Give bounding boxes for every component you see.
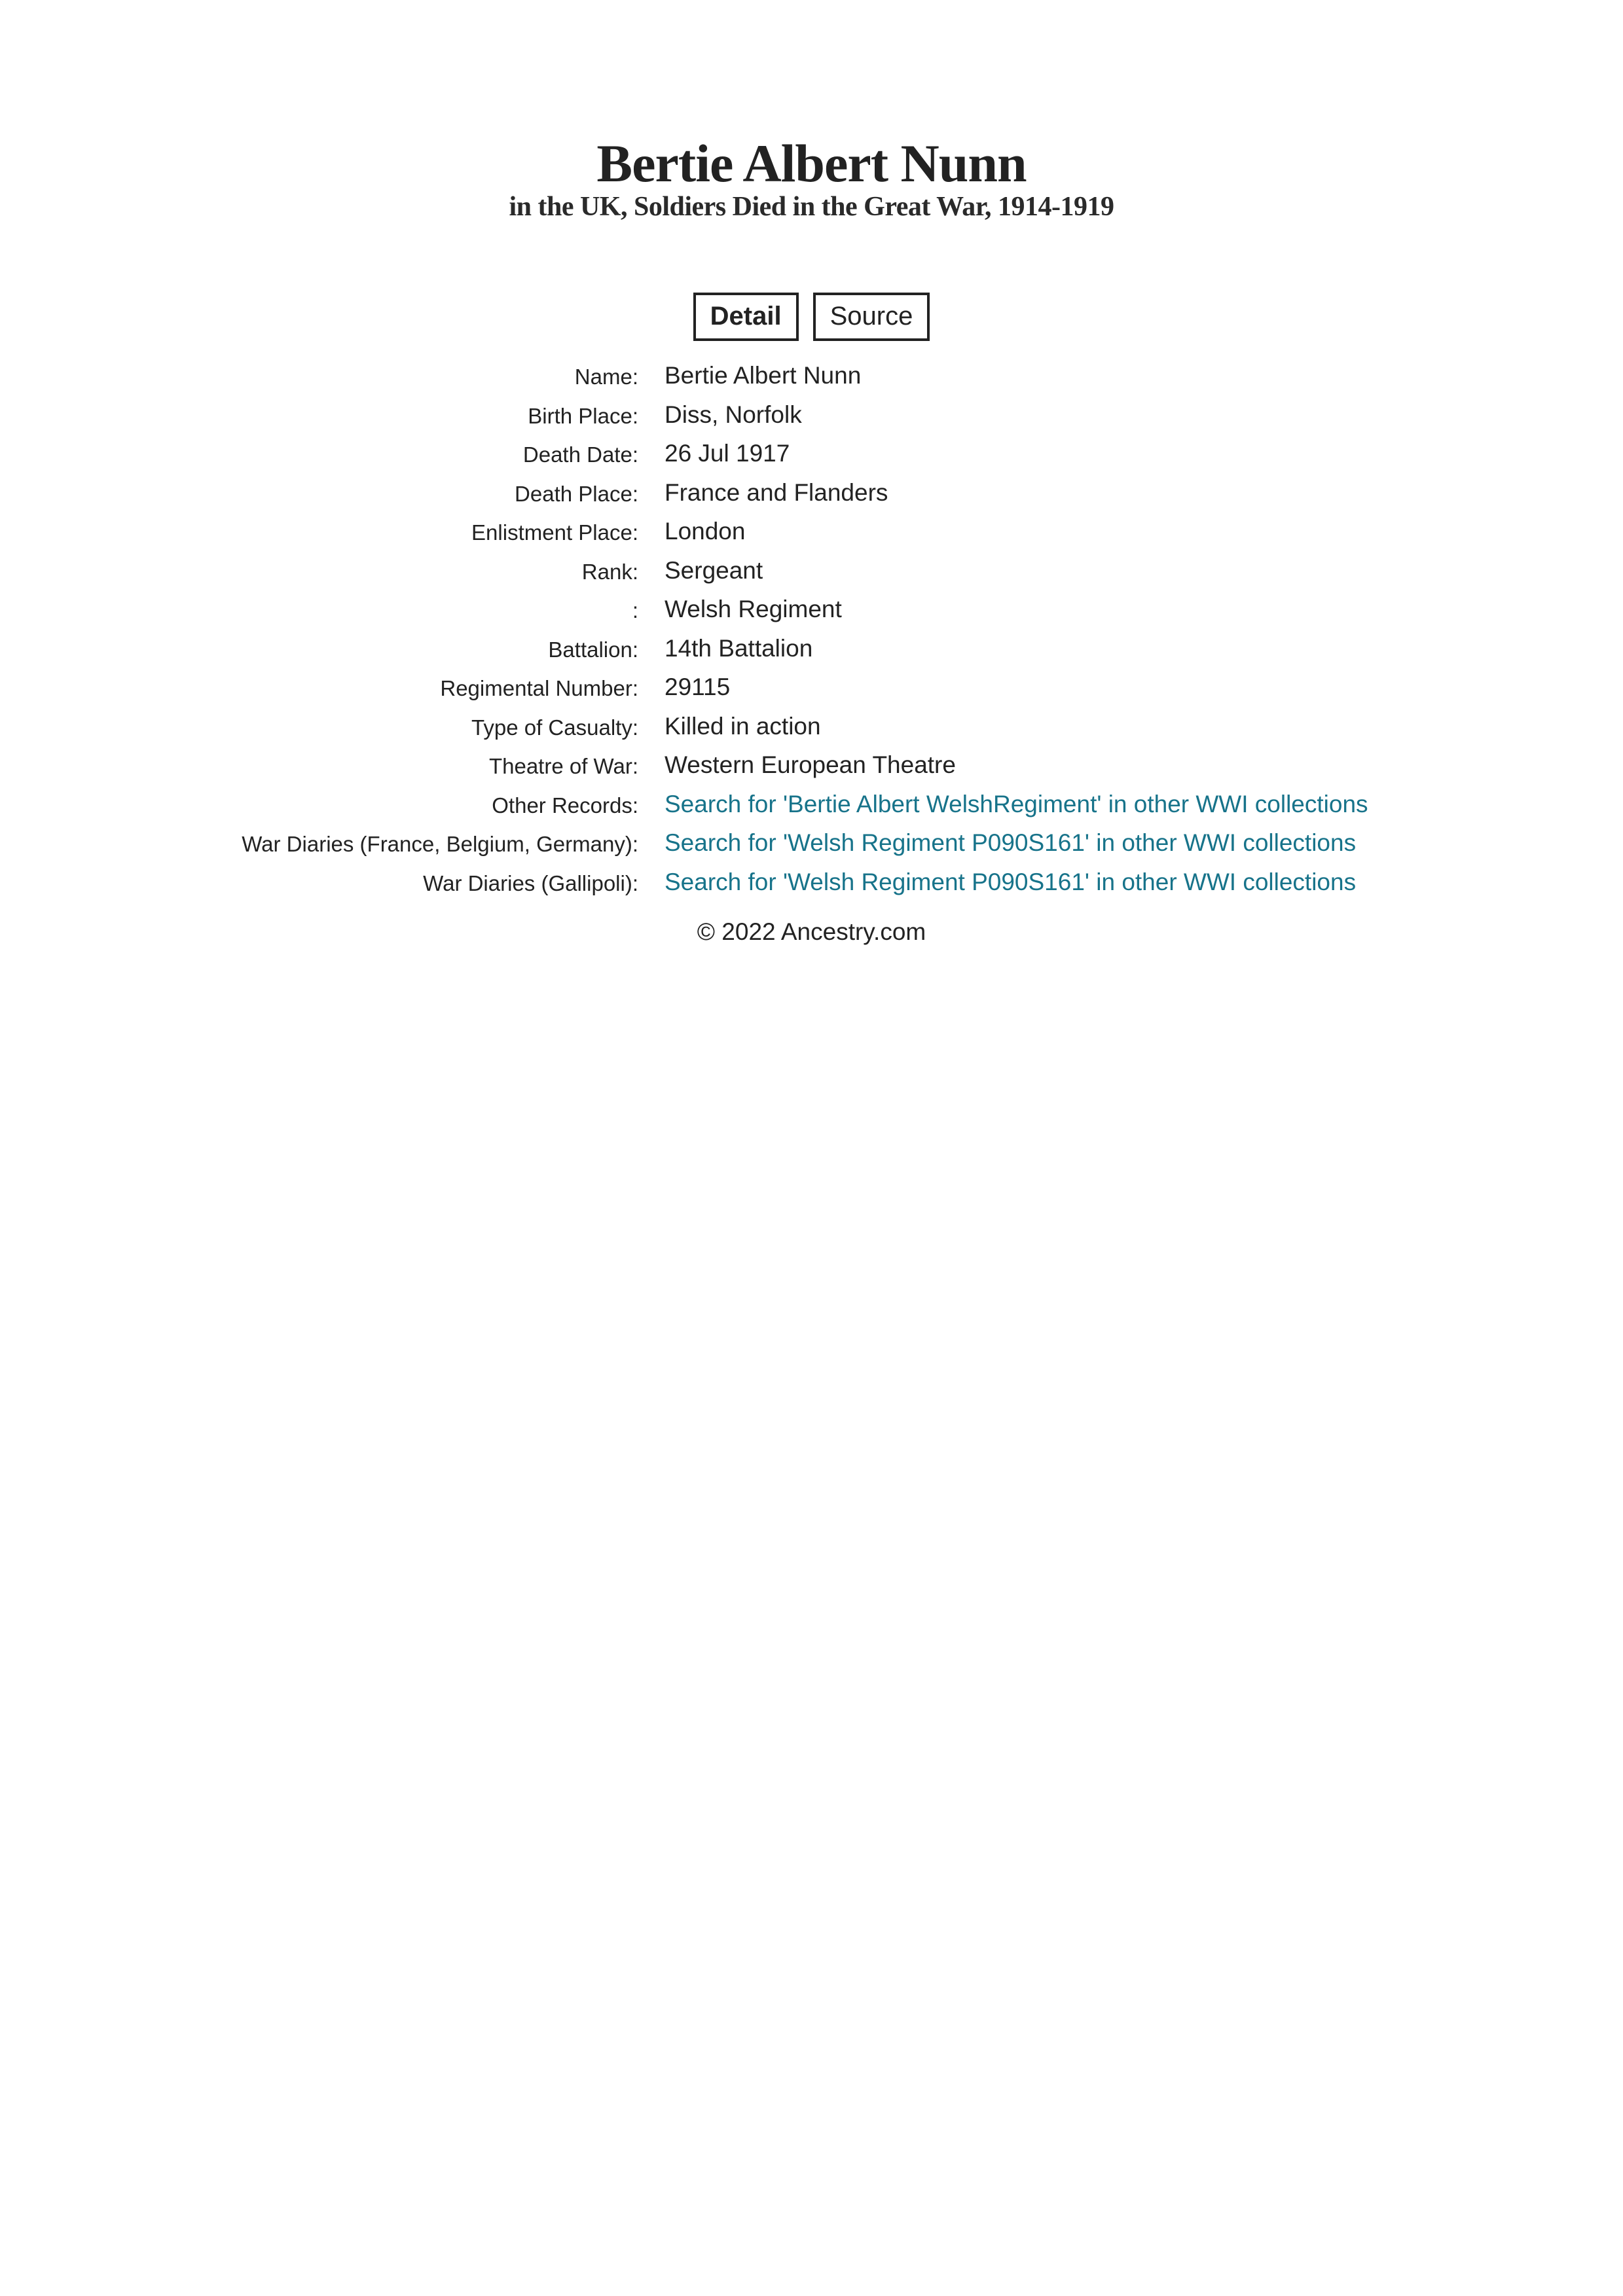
field-value-name: Bertie Albert Nunn: [665, 362, 862, 389]
field-value-enlistment-place: London: [665, 518, 746, 545]
other-records-search-link[interactable]: Search for 'Bertie Albert WelshRegiment' in other WWI collections: [665, 790, 1368, 817]
field-value-battalion: 14th Battalion: [665, 634, 813, 662]
row-death-place: [0, 475, 1623, 514]
record-details: [0, 357, 1623, 903]
copyright-notice: © 2022 Ancestry.com: [697, 918, 926, 945]
field-value-regiment: Welsh Regiment: [665, 596, 842, 622]
row-rank: [0, 552, 1623, 592]
war-diaries-france-search-link[interactable]: Search for 'Welsh Regiment P090S161' in other WWI collections: [665, 829, 1357, 856]
row-regiment: [0, 591, 1623, 630]
row-war-diaries-gallipoli: [0, 864, 1623, 903]
row-name: [0, 357, 1623, 397]
field-label-regimental-number: Regimental Number:: [440, 676, 638, 700]
tab-source[interactable]: Source: [813, 293, 930, 341]
field-label-war-diaries-gallipoli: War Diaries (Gallipoli):: [423, 870, 638, 895]
record-tabs: [0, 293, 1623, 341]
collection-subtitle: in the UK, Soldiers Died in the Great War, 1914-1919: [509, 192, 1114, 222]
row-regimental-number: [0, 669, 1623, 708]
field-label-birth-place: Birth Place:: [528, 403, 638, 428]
field-value-war-diaries-france: [665, 827, 1356, 859]
field-label-regiment: :: [632, 598, 638, 622]
field-value-rank: Sergeant: [665, 556, 763, 584]
field-label-rank: Rank:: [581, 559, 638, 584]
field-label-death-place: Death Place:: [515, 481, 638, 506]
row-battalion: [0, 630, 1623, 670]
row-birth-place: [0, 397, 1623, 436]
field-label-war-diaries-france: War Diaries (France, Belgium, Germany):: [242, 832, 638, 856]
field-value-war-diaries-gallipoli: [665, 867, 1356, 898]
tab-detail[interactable]: Detail: [693, 293, 799, 341]
page-title: Bertie Albert Nunn: [596, 134, 1027, 193]
field-label-name: Name:: [574, 365, 638, 389]
field-value-death-place: France and Flanders: [665, 478, 888, 506]
war-diaries-gallipoli-search-link[interactable]: Search for 'Welsh Regiment P090S161' in other WWI collections: [665, 868, 1357, 895]
row-death-date: [0, 435, 1623, 475]
field-label-death-date: Death Date:: [522, 442, 638, 467]
field-label-enlistment-place: Enlistment Place:: [471, 520, 638, 545]
field-value-type-of-casualty: Killed in action: [665, 712, 821, 740]
field-label-battalion: Battalion:: [548, 637, 638, 662]
field-value-theatre-of-war: Western European Theatre: [665, 751, 956, 778]
row-other-records: [0, 786, 1623, 825]
row-enlistment-place: [0, 513, 1623, 552]
field-label-theatre-of-war: Theatre of War:: [488, 754, 638, 778]
row-type-of-casualty: [0, 708, 1623, 747]
row-theatre-of-war: [0, 747, 1623, 786]
field-label-other-records: Other Records:: [492, 793, 638, 817]
row-war-diaries-france: [0, 825, 1623, 864]
field-value-regimental-number: 29115: [665, 673, 731, 700]
field-value-death-date: 26 Jul 1917: [665, 440, 790, 467]
field-label-type-of-casualty: Type of Casualty:: [471, 715, 638, 740]
field-value-birth-place: Diss, Norfolk: [665, 401, 802, 428]
field-value-other-records: [665, 789, 1368, 820]
